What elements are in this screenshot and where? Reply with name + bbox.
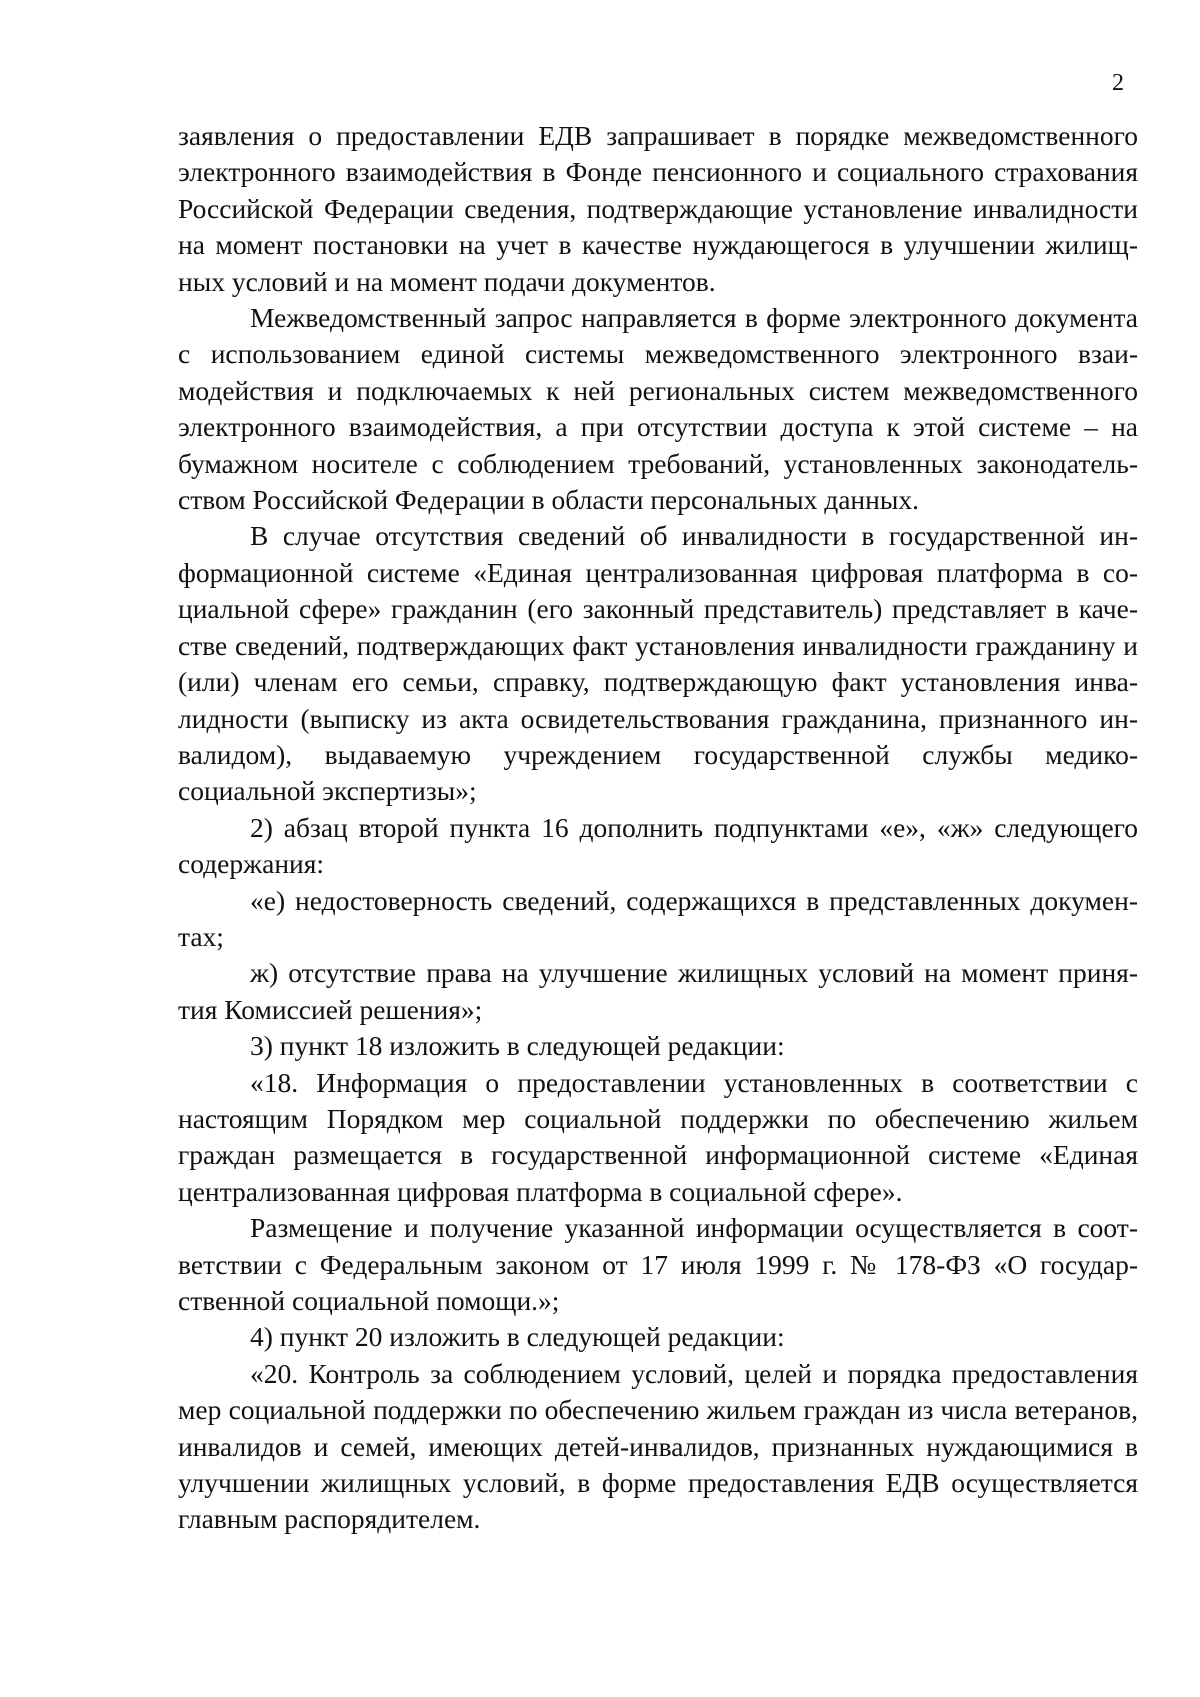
document-body <box>178 118 1138 1538</box>
paragraph-item-4: 4) пункт 20 изложить в следующей редакции: <box>250 1321 785 1353</box>
paragraph-clause-20: «20. Контроль за соблюдением условий, целей и порядка предоставления мер социальной поддержки по обеспечению жильем граждан из числа ветеранов, инвалидов и семей, имеющих детей-инвалидов, признанных нуждающимися в улучшении жилищных условий, в форме предоставления ЕДВ осуществляется главным распорядителем. <box>178 1357 1138 1535</box>
paragraph-interagency-request: Межведомственный запрос направляется в форме электронного документа с использованием единой системы межведомственного электронного взаимодействия и подключаемых к ней региональных систем межведомственного электронного взаимодействия, а при отсутствии доступа к этой системе – на бумажном носителе с соблюдением требований, установленных законодательством Российской Федерации в области персональных данных. <box>178 302 1138 516</box>
paragraph-item-2: 2) абзац второй пункта 16 дополнить подпунктами «е», «ж» следующего содержания: <box>178 811 1138 880</box>
paragraph-subitem-e: «е) недостоверность сведений, содержащихся в представленных документах; <box>178 884 1138 952</box>
paragraph-subitem-zh: ж) отсутствие права на улучшение жилищных условий на момент принятия Комиссией решения»; <box>178 957 1138 1025</box>
paragraph-disability-info: В случае отсутствия сведений об инвалидности в государственной информационной системе «Единая централизованная цифровая платформа в социальной сфере» гражданин (его законный представитель) представляет в качестве сведений, подтверждающих факт установления инвалидности гражданину и (или) членам его семьи, справку, подтверждающую факт установления инвалидности (выписку из акта освидетельствования гражданина, признанного инвалидом), выдаваемую учреждением государственной службы медико-социальной экспертизы»; <box>178 520 1138 807</box>
paragraph-item-3: 3) пункт 18 изложить в следующей редакции: <box>250 1030 785 1062</box>
paragraph-placement-info: Размещение и получение указанной информации осуществляется в соответствии с Федеральным законом от 17 июля 1999 г. № 178-ФЗ «О государственной социальной помощи.»; <box>178 1212 1138 1316</box>
paragraph-clause-18: «18. Информация о предоставлении установленных в соответствии с настоящим Порядком мер социальной поддержки по обеспечению жильем граждан размещается в государственной информационной системе «Единая централизованная цифровая платформа в социальной сфере». <box>178 1066 1138 1207</box>
page-number: 2 <box>1112 70 1124 96</box>
paragraph-request-clause: заявления о предоставлении ЕДВ запрашивает в порядке межведомственного электронного взаимодействия в Фонде пенсионного и социального страхования Российской Федерации сведения, подтверждающие установление инвалидности на момент постановки на учет в качестве нуждающегося в улучшении жилищных условий и на момент подачи документов. <box>178 120 1138 297</box>
